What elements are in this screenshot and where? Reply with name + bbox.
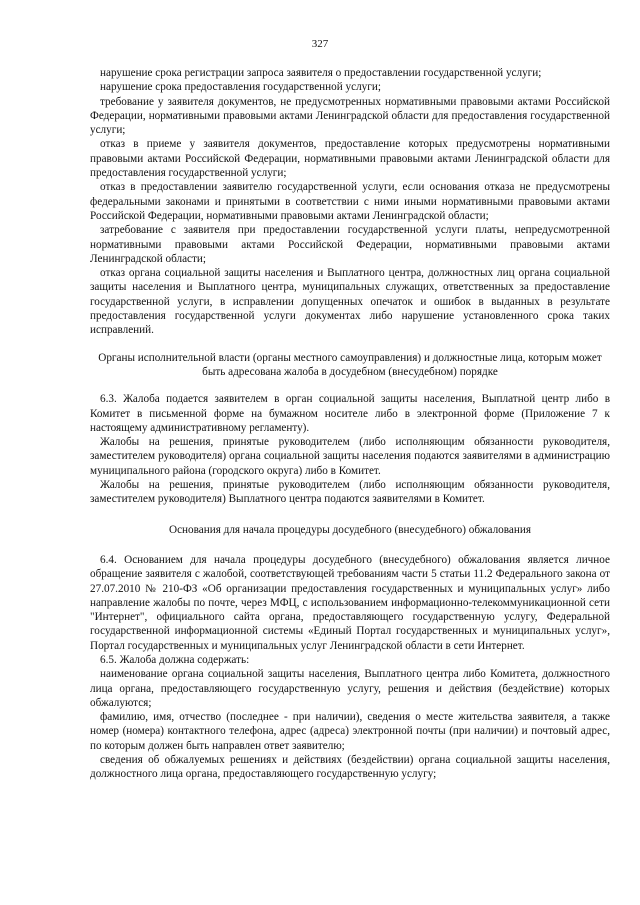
paragraph: Жалобы на решения, принятые руководителем (либо исполняющим обязанности руководителя, заместителем руководителя) органа социальной защиты населения подаются заявителями в администрацию муниципального района (городского округа) либо в Комитет.	[90, 436, 610, 477]
paragraph: требование у заявителя документов, не предусмотренных нормативными правовыми актами Российской Федерации, нормативными правовыми актами Ленинградской области для предоставления государственной услуги;	[90, 95, 610, 137]
paragraph-6-4: 6.4. Основанием для начала процедуры досудебного (внесудебного) обжалования является личное обращение заявителя с жалобой, соответствующей требованиям части 5 статьи 11.2 Федерального закона от 27.07.2010 № 210-ФЗ «Об организации предоставления государственных и муниципальных услуг» либо направление жалобы по почте, через МФЦ, с использованием информационно-телекоммуникационной сети "Интернет", официального сайта органа, предоставляющего государственную услугу, Федеральной государственной информационной системы «Единый Портал государственных и муниципальных услуг», Портал государственных и муниципальных услуг Ленинградской области в сети Интернет.	[90, 553, 610, 652]
paragraph: нарушение срока предоставления государственной услуги;	[100, 81, 381, 94]
document-body	[90, 66, 610, 782]
paragraph: отказ в приеме у заявителя документов, предоставление которых предусмотрены нормативными правовыми актами Российской Федерации, нормативными правовыми актами Ленинградской области для предоставления государственной услуги;	[90, 138, 610, 180]
paragraph: фамилию, имя, отчество (последнее - при наличии), сведения о месте жительства заявителя, а также номер (номера) контактного телефона, адрес (адреса) электронной почты (при наличии) и почтовый адрес, по которым должен быть направлен ответ заявителю;	[90, 711, 610, 752]
spacer	[90, 537, 610, 553]
spacer	[90, 507, 610, 523]
paragraph: нарушение срока регистрации запроса заявителя о предоставлении государственной услуги;	[100, 67, 542, 79]
page-number: 327	[311, 38, 329, 50]
section-heading: Органы исполнительной власти (органы местного самоуправления) и должностные лица, которым может быть адресована жалоба в досудебном (внесудебном) порядке	[98, 351, 602, 378]
paragraph-6-3: 6.3. Жалоба подается заявителем в орган социальной защиты населения, Выплатной центр либо в Комитет в письменной форме на бумажном носителе либо в электронной форме (Приложение 7 к настоящему административному регламенту).	[90, 393, 610, 434]
paragraph: сведения об обжалуемых решениях и действиях (бездействии) органа социальной защиты населения, должностного лица органа, предоставляющего государственную услугу;	[90, 754, 610, 781]
spacer	[90, 338, 610, 351]
paragraph: отказ органа социальной защиты населения и Выплатного центра, должностных лиц органа социальной защиты населения и Выплатного центра, муниципальных служащих, ответственных за предоставление государственной услуги, в исправлении допущенных опечаток и ошибок в выданных в результате предоставления государственной услуги документах либо нарушение установленного срока таких исправлений.	[90, 267, 610, 337]
paragraph: отказ в предоставлении заявителю государственной услуги, если основания отказа не предусмотрены федеральными законами и принятыми в соответствии с ними иными нормативными правовыми актами Российской Федерации, нормативными правовыми актами Ленинградской области;	[90, 181, 610, 222]
paragraph-6-5: 6.5. Жалоба должна содержать:	[100, 653, 250, 666]
paragraph: наименование органа социальной защиты населения, Выплатного центра либо Комитета, должностного лица органа, предоставляющего государственную услугу, решения и действия (бездействие) которых обжалуются;	[90, 668, 610, 709]
paragraph: Жалобы на решения, принятые руководителем (либо исполняющим обязанности руководителя, заместителем руководителя) Выплатного центра подаются заявителями в Комитет.	[90, 479, 610, 506]
section-heading: Основания для начала процедуры досудебного (внесудебного) обжалования	[169, 523, 531, 536]
spacer	[90, 379, 610, 392]
paragraph: затребование с заявителя при предоставлении государственной услуги платы, непредусмотренной нормативными правовыми актами Российской Федерации, нормативными правовыми актами Ленинградской области;	[90, 224, 610, 265]
